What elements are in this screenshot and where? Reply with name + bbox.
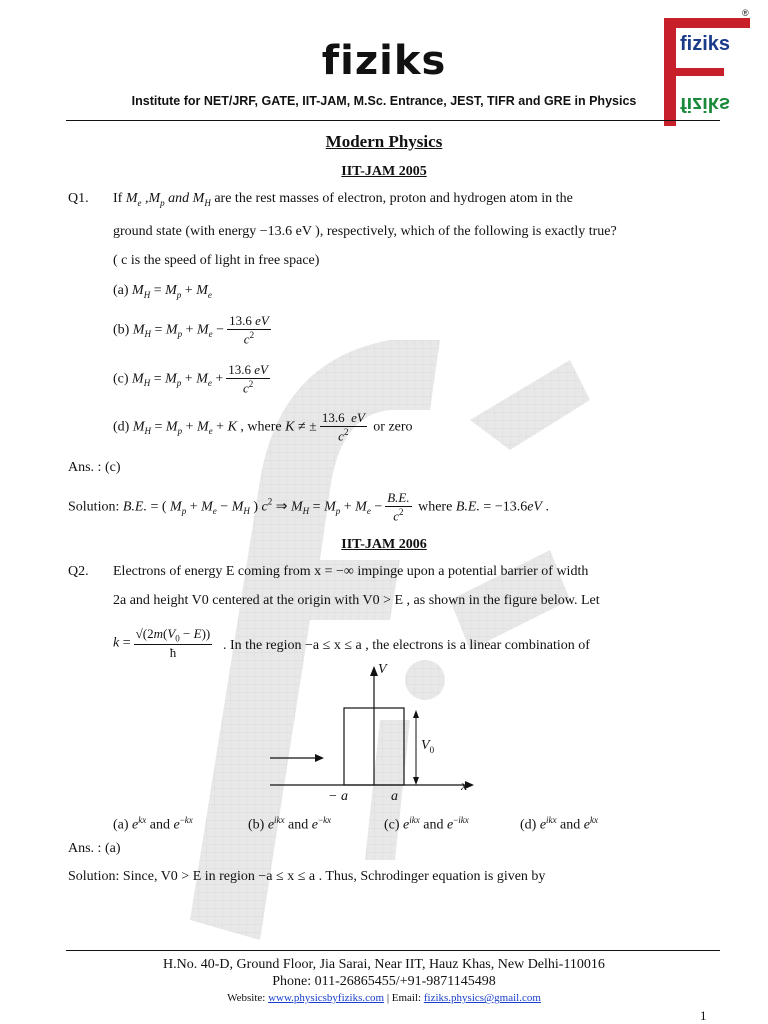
q2-option-a: (a) $e^{kx}$ and $e^{-kx}$ — [113, 815, 193, 833]
figure-neg-a-label: − a — [328, 789, 348, 804]
q2-line1: Electrons of energy E coming from x = −∞ impinge upon a potential barrier of width — [113, 564, 589, 579]
incident-arrow-head-icon — [315, 754, 324, 762]
figure-x-label: x — [461, 779, 468, 794]
q1-solution: Solution: B.E. = ( $M_p + M_e - M_H$ ) $c^2$ ⇒ $M_H = M_p + M_e$ − $\frac{B.E.}{c^2}$ where B.E. = −13.6eV . — [68, 490, 549, 524]
q2-line3: . In the region −a ≤ x ≤ a , the electrons is a linear combination of — [223, 638, 590, 653]
q1-option-d: (d) $M_H = M_p + M_e + K$ , where K ≠ ± $\frac{13.6 eV}{c^2}$ or zero — [113, 410, 413, 444]
fiziks-logo-icon — [664, 18, 750, 126]
q1-option-b: (b) $M_H = M_p + M_e$ − $\frac{13.6 eV}{c^2}$ — [113, 313, 269, 347]
figure-y-label: V — [378, 662, 387, 677]
website-label: Website: — [227, 992, 269, 1004]
footer-contact — [0, 992, 768, 1004]
q2-line2: 2a and height V0 centered at the origin with V0 > E , as shown in the figure below. Let — [113, 593, 600, 608]
question-number-q1: Q1. — [68, 191, 89, 206]
y-axis-arrow-icon — [370, 666, 378, 676]
page-number: 1 — [700, 1008, 707, 1023]
q2-k-definition: k = $\frac{√(2m(V_0 - E))}{ħ}$ — [113, 626, 211, 660]
header-divider — [66, 120, 720, 121]
brand-title: fiziks — [321, 38, 447, 84]
website-link[interactable]: www.physicsbyfiziks.com — [268, 992, 385, 1004]
section-heading-2005: IIT-JAM 2005 — [341, 164, 427, 179]
footer-phone: Phone: 011-26865455/+91-9871145498 — [272, 974, 496, 989]
q2-option-b: (b) $e^{ikx}$ and $e^{-kx}$ — [248, 815, 332, 833]
q1-line1: If $M_e$ $,M_p$ and $M_H$ are the rest masses of electron, proton and hydrogen atom in the — [113, 191, 573, 208]
email-label: | Email: — [384, 992, 424, 1004]
potential-barrier-figure — [260, 660, 480, 810]
v0-arrow-down-icon — [413, 777, 419, 785]
logo-text: fiziks — [680, 33, 731, 55]
footer-divider — [66, 950, 720, 951]
q1-line2: ground state (with energy −13.6 eV ), respectively, which of the following is exactly true? — [113, 224, 617, 239]
q2-option-d: (d) $e^{ikx}$ and $e^{kx}$ — [520, 815, 598, 833]
section-heading-2006: IIT-JAM 2006 — [341, 537, 427, 552]
q2-answer: Ans. : (a) — [68, 841, 121, 856]
v0-arrow-up-icon — [413, 710, 419, 718]
q2-solution: Solution: Since, V0 > E in region −a ≤ x ≤ a . Thus, Schrodinger equation is given by — [68, 869, 546, 884]
footer-address: H.No. 40-D, Ground Floor, Jia Sarai, Near IIT, Hauz Khas, New Delhi-110016 — [163, 957, 605, 972]
figure-v0-label: $V_0$ — [421, 738, 435, 755]
tagline: Institute for NET/JRF, GATE, IIT-JAM, M.Sc. Entrance, JEST, TIFR and GRE in Physics — [131, 94, 637, 108]
q2-option-c: (c) $e^{ikx}$ and $e^{-ikx}$ — [384, 815, 469, 833]
q1-option-a: (a) $M_H = M_p + M_e$ — [113, 283, 212, 300]
question-number-q2: Q2. — [68, 564, 89, 579]
logo-text-mirrored: fiziks — [680, 93, 731, 115]
figure-pos-a-label: a — [391, 789, 398, 804]
email-link[interactable]: fiziks.physics@gmail.com — [423, 992, 541, 1004]
q1-answer: Ans. : (c) — [68, 460, 121, 475]
q1-option-c: (c) $M_H = M_p + M_e$ + $\frac{13.6 eV}{c^2}$ — [113, 362, 268, 396]
q1-line3: ( c is the speed of light in free space) — [113, 253, 320, 268]
registered-mark: ® — [742, 8, 749, 18]
page-title: Modern Physics — [325, 132, 443, 151]
